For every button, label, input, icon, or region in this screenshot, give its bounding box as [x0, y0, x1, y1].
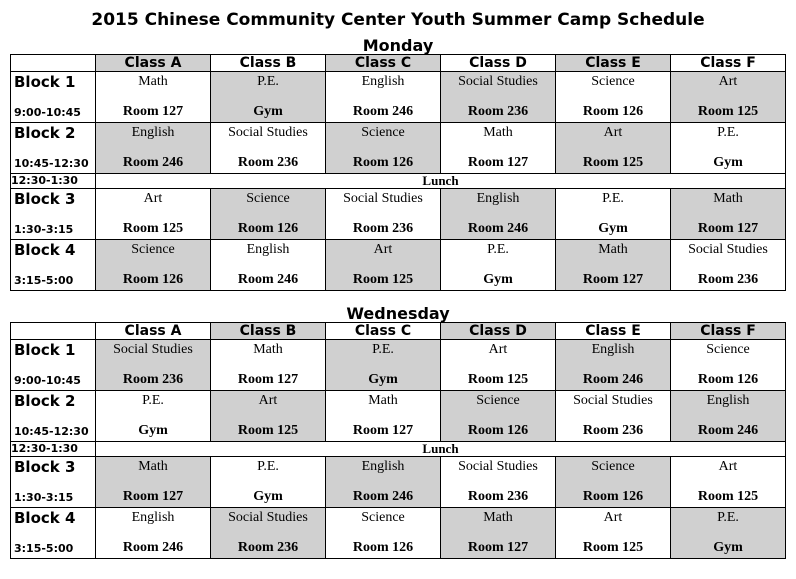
room-label: Room 125	[582, 155, 644, 170]
room-label: Room 246	[122, 155, 184, 170]
subject-label: Art	[373, 242, 393, 257]
block-name: Block 2	[14, 124, 76, 142]
lunch-time: 12:30-1:30	[11, 174, 96, 189]
subject-label: Math	[138, 74, 168, 89]
class-header-row	[11, 55, 786, 72]
room-label: Room 236	[467, 489, 529, 504]
schedule-cell	[96, 72, 211, 123]
room-label: Gym	[253, 104, 283, 119]
lunch-time: 12:30-1:30	[11, 442, 96, 457]
subject-label: Social Studies	[688, 242, 768, 257]
block-time: 1:30-3:15	[14, 491, 74, 504]
schedule-cell	[96, 189, 211, 240]
room-label: Room 127	[352, 423, 414, 438]
schedule-cell	[96, 508, 211, 559]
subject-label: Social Studies	[573, 393, 653, 408]
class-header: Class B	[211, 55, 326, 72]
block-name: Block 4	[14, 241, 76, 259]
block-header	[11, 391, 96, 442]
day-title: Wednesday	[346, 305, 450, 323]
page-title: 2015 Chinese Community Center Youth Summer Camp Schedule	[91, 10, 705, 30]
room-label: Room 125	[582, 540, 644, 555]
class-header: Class E	[556, 55, 671, 72]
schedule-cell	[326, 240, 441, 291]
schedule-cell	[96, 340, 211, 391]
schedule-cell	[671, 457, 786, 508]
subject-label: Art	[258, 393, 278, 408]
room-label: Room 236	[467, 104, 529, 119]
subject-label: English	[476, 191, 520, 206]
block-header	[11, 457, 96, 508]
subject-label: Math	[483, 125, 513, 140]
schedule-cell	[671, 508, 786, 559]
room-label: Gym	[713, 540, 743, 555]
class-header-row	[11, 323, 786, 340]
subject-label: English	[591, 342, 635, 357]
schedule-cell	[671, 189, 786, 240]
schedule-cell	[671, 123, 786, 174]
schedule-cell	[96, 457, 211, 508]
class-header: Class C	[326, 55, 441, 72]
room-label: Room 246	[352, 489, 414, 504]
room-label: Room 125	[697, 104, 759, 119]
room-label: Gym	[368, 372, 398, 387]
subject-label: Math	[483, 510, 513, 525]
schedule-cell	[441, 123, 556, 174]
block-header	[11, 72, 96, 123]
block-time: 10:45-12:30	[14, 157, 89, 170]
block-time: 3:15-5:00	[14, 274, 74, 287]
block-name: Block 1	[14, 341, 76, 359]
room-label: Room 236	[122, 372, 184, 387]
subject-label: Math	[598, 242, 628, 257]
schedule-cell	[556, 240, 671, 291]
schedule-cell	[326, 457, 441, 508]
schedule-cell	[556, 340, 671, 391]
block-row	[11, 123, 786, 174]
schedule-cell	[671, 240, 786, 291]
block-time: 3:15-5:00	[14, 542, 74, 555]
subject-label: English	[361, 459, 405, 474]
room-label: Room 127	[122, 489, 184, 504]
subject-label: P.E.	[717, 125, 739, 140]
class-header: Class A	[96, 55, 211, 72]
subject-label: P.E.	[717, 510, 739, 525]
schedule-cell	[441, 72, 556, 123]
subject-label: P.E.	[372, 342, 394, 357]
subject-label: Social Studies	[458, 459, 538, 474]
room-label: Room 125	[352, 272, 414, 287]
header-corner	[11, 323, 96, 340]
room-label: Room 246	[697, 423, 759, 438]
room-label: Room 125	[697, 489, 759, 504]
subject-label: Science	[361, 510, 405, 525]
header-corner	[11, 55, 96, 72]
schedule-cell	[441, 508, 556, 559]
schedule-cell	[211, 240, 326, 291]
schedule-cell	[441, 189, 556, 240]
room-label: Room 126	[467, 423, 529, 438]
schedule-cell	[671, 391, 786, 442]
subject-label: Art	[488, 342, 508, 357]
subject-label: Math	[253, 342, 283, 357]
day-title: Monday	[362, 37, 434, 55]
block-row	[11, 72, 786, 123]
schedule-cell	[211, 123, 326, 174]
room-label: Room 126	[697, 372, 759, 387]
room-label: Room 126	[352, 540, 414, 555]
class-header: Class D	[441, 323, 556, 340]
room-label: Room 236	[582, 423, 644, 438]
lunch-row	[11, 174, 786, 189]
room-label: Room 127	[237, 372, 299, 387]
class-header: Class F	[671, 323, 786, 340]
subject-label: P.E.	[487, 242, 509, 257]
subject-label: Science	[246, 191, 290, 206]
subject-label: Art	[718, 459, 738, 474]
block-name: Block 1	[14, 73, 76, 91]
class-header: Class E	[556, 323, 671, 340]
schedule-cell	[441, 340, 556, 391]
subject-label: Math	[713, 191, 743, 206]
room-label: Room 125	[122, 221, 184, 236]
lunch-label: Lunch	[96, 442, 786, 457]
class-header: Class F	[671, 55, 786, 72]
room-label: Room 127	[582, 272, 644, 287]
subject-label: Social Studies	[228, 125, 308, 140]
subject-label: English	[361, 74, 405, 89]
schedule-cell	[556, 123, 671, 174]
room-label: Room 126	[582, 104, 644, 119]
subject-label: Math	[368, 393, 398, 408]
block-time: 9:00-10:45	[14, 106, 81, 119]
schedule-cell	[556, 72, 671, 123]
schedule-cell	[326, 391, 441, 442]
block-name: Block 3	[14, 190, 76, 208]
subject-label: English	[131, 510, 175, 525]
room-label: Gym	[253, 489, 283, 504]
schedule-cell	[211, 72, 326, 123]
schedule-table-wednesday	[10, 305, 786, 559]
room-label: Room 127	[122, 104, 184, 119]
schedule-cell	[556, 508, 671, 559]
schedule-cell	[556, 391, 671, 442]
schedule-cell	[96, 391, 211, 442]
subject-label: English	[706, 393, 750, 408]
room-label: Room 236	[237, 540, 299, 555]
day-title-row	[11, 37, 786, 55]
room-label: Gym	[483, 272, 513, 287]
room-label: Room 126	[122, 272, 184, 287]
subject-label: Science	[706, 342, 750, 357]
subject-label: Math	[138, 459, 168, 474]
room-label: Room 126	[352, 155, 414, 170]
class-header: Class A	[96, 323, 211, 340]
block-row	[11, 240, 786, 291]
schedule-cell	[326, 508, 441, 559]
schedule-cell	[326, 340, 441, 391]
room-label: Room 127	[467, 155, 529, 170]
block-name: Block 3	[14, 458, 76, 476]
room-label: Room 127	[697, 221, 759, 236]
schedule-cell	[326, 189, 441, 240]
subject-label: Art	[603, 125, 623, 140]
room-label: Room 246	[122, 540, 184, 555]
subject-label: Art	[603, 510, 623, 525]
room-label: Room 236	[237, 155, 299, 170]
schedule-cell	[96, 123, 211, 174]
schedule-cell	[211, 457, 326, 508]
room-label: Room 236	[697, 272, 759, 287]
subject-label: Science	[131, 242, 175, 257]
room-label: Gym	[713, 155, 743, 170]
subject-label: English	[131, 125, 175, 140]
subject-label: Social Studies	[458, 74, 538, 89]
room-label: Gym	[138, 423, 168, 438]
room-label: Room 246	[467, 221, 529, 236]
subject-label: Social Studies	[228, 510, 308, 525]
room-label: Room 127	[467, 540, 529, 555]
block-header	[11, 240, 96, 291]
schedule-cell	[556, 189, 671, 240]
block-time: 1:30-3:15	[14, 223, 74, 236]
block-header	[11, 123, 96, 174]
class-header: Class C	[326, 323, 441, 340]
schedule-cell	[211, 391, 326, 442]
room-label: Gym	[598, 221, 628, 236]
room-label: Room 126	[237, 221, 299, 236]
subject-label: Science	[591, 459, 635, 474]
lunch-label: Lunch	[96, 174, 786, 189]
schedule-cell	[671, 340, 786, 391]
schedule-cell	[441, 391, 556, 442]
subject-label: P.E.	[257, 74, 279, 89]
lunch-row	[11, 442, 786, 457]
schedule-cell	[441, 240, 556, 291]
block-name: Block 4	[14, 509, 76, 527]
block-header	[11, 508, 96, 559]
block-name: Block 2	[14, 392, 76, 410]
room-label: Room 246	[352, 104, 414, 119]
room-label: Room 246	[237, 272, 299, 287]
block-row	[11, 189, 786, 240]
room-label: Room 125	[237, 423, 299, 438]
schedule-cell	[211, 508, 326, 559]
subject-label: Art	[143, 191, 163, 206]
block-time: 10:45-12:30	[14, 425, 89, 438]
block-header	[11, 189, 96, 240]
subject-label: P.E.	[142, 393, 164, 408]
schedule-cell	[211, 189, 326, 240]
schedule-cell	[441, 457, 556, 508]
schedule-cell	[96, 240, 211, 291]
class-header: Class D	[441, 55, 556, 72]
subject-label: Science	[361, 125, 405, 140]
block-row	[11, 340, 786, 391]
block-row	[11, 457, 786, 508]
subject-label: Social Studies	[343, 191, 423, 206]
room-label: Room 125	[467, 372, 529, 387]
day-title-row	[11, 305, 786, 323]
subject-label: P.E.	[257, 459, 279, 474]
subject-label: Social Studies	[113, 342, 193, 357]
subject-label: English	[246, 242, 290, 257]
block-time: 9:00-10:45	[14, 374, 81, 387]
room-label: Room 246	[582, 372, 644, 387]
subject-label: Science	[476, 393, 520, 408]
block-row	[11, 391, 786, 442]
subject-label: P.E.	[602, 191, 624, 206]
room-label: Room 126	[582, 489, 644, 504]
schedule-table-monday	[10, 37, 786, 291]
subject-label: Art	[718, 74, 738, 89]
schedule-cell	[671, 72, 786, 123]
schedule-cell	[326, 72, 441, 123]
room-label: Room 236	[352, 221, 414, 236]
block-row	[11, 508, 786, 559]
schedule-cell	[326, 123, 441, 174]
block-header	[11, 340, 96, 391]
schedule-cell	[211, 340, 326, 391]
class-header: Class B	[211, 323, 326, 340]
schedule-cell	[556, 457, 671, 508]
subject-label: Science	[591, 74, 635, 89]
